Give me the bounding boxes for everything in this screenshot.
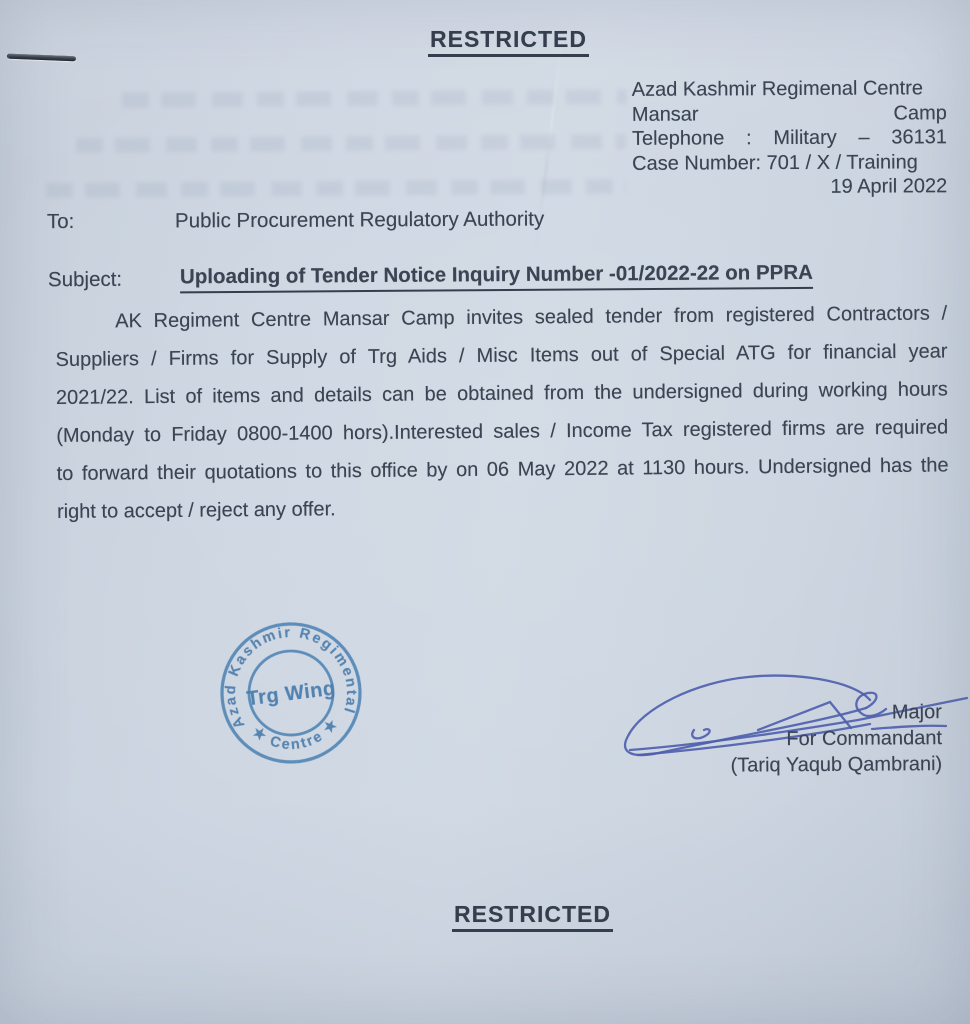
- subject-title: Uploading of Tender Notice Inquiry Number -01/2022-22 on PPRA: [180, 261, 813, 293]
- phone-network: Military: [773, 126, 837, 150]
- signer-name: (Tariq Yaqub Qambrani): [730, 753, 943, 777]
- phone-colon: :: [746, 127, 752, 150]
- stamp-arc-bottom-text: ★ Centre ★: [249, 715, 343, 754]
- phone-dash: –: [858, 126, 870, 149]
- rank-label: Major: [891, 701, 942, 724]
- station-line: [632, 101, 947, 127]
- date-line: 19 April 2022: [830, 175, 948, 199]
- body-line: AK Regiment Centre Mansar Camp invites sealed tender from registered Contractors /: [115, 302, 948, 333]
- body-paragraph: [55, 294, 949, 531]
- body-line: 2021/22. List of items and details can be obtained from the undersigned during working hours: [55, 378, 948, 409]
- body-line: Suppliers / Firms for Supply of Trg Aids / Misc Items out of Special ATG for financial year: [55, 340, 948, 371]
- letterhead-block: [632, 76, 948, 201]
- signature-block: [682, 699, 943, 779]
- bleed-through-row: [46, 179, 626, 198]
- svg-text:Azad Kashmir Regimental: [215, 617, 362, 732]
- capacity-label: For Commandant: [786, 727, 943, 751]
- body-line: to forward their quotations to this office by on 06 May 2022 at 1130 hours. Undersigned has the: [56, 454, 949, 485]
- staple-mark: [8, 54, 76, 62]
- phone-label: Telephone: [631, 127, 725, 151]
- station-camp: Camp: [893, 101, 947, 125]
- stamp-arc-top-text: Azad Kashmir Regimental: [222, 624, 360, 731]
- case-number-line: Case Number: 701 / X / Training: [632, 151, 918, 175]
- stamp-center-text: Trg Wing: [245, 677, 337, 711]
- bleed-through-row: [122, 89, 627, 108]
- recipient-label: To:: [46, 209, 75, 234]
- classification-footer: RESTRICTED: [452, 901, 613, 932]
- unit-name-line: Azad Kashmir Regimenal Centre: [631, 77, 924, 101]
- body-line: (Monday to Friday 0800-1400 hors).Interested sales / Income Tax registered firms are required: [56, 416, 949, 447]
- recipient-name: Public Procurement Regulatory Authority: [174, 207, 545, 233]
- phone-line: [632, 125, 947, 151]
- station-name: Mansar: [631, 103, 699, 126]
- classification-header: RESTRICTED: [428, 26, 589, 57]
- phone-number: 36131: [891, 126, 948, 149]
- recipient-row: [46, 207, 545, 234]
- body-line: right to accept / reject any offer.: [56, 498, 336, 523]
- bleed-through-row: [76, 134, 626, 153]
- subject-row: [47, 260, 813, 293]
- round-stamp-icon: [195, 597, 387, 789]
- subject-label: Subject:: [47, 267, 123, 292]
